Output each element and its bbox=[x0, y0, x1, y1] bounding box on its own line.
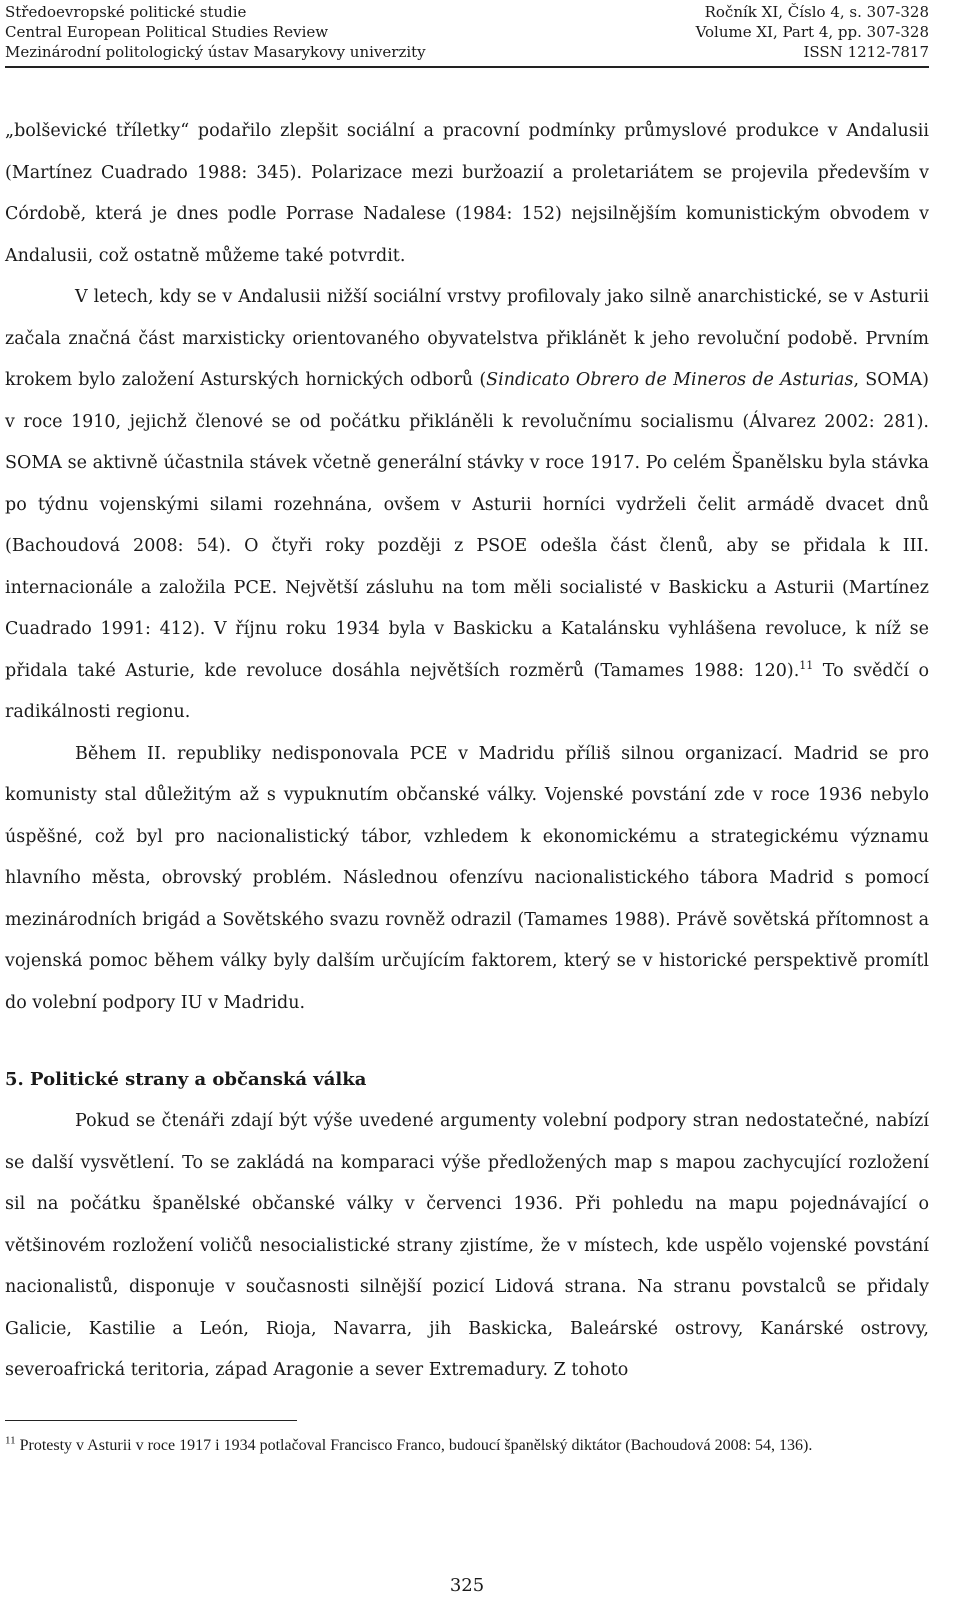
running-header bbox=[5, 2, 929, 68]
footnote-reference[interactable]: 11 bbox=[799, 658, 814, 672]
issue-info-en: Volume XI, Part 4, pp. 307-328 bbox=[695, 23, 929, 41]
paragraph-text: Během II. republiky nedisponovala PCE v Madridu příliš silnou organizací. Madrid se pro komunisty stal důležitým až s vypuknutím občanské války. Vojenské povstání zde v roce 1936 nebylo úspěšné, což byl pro nacionalistický tábor, vzhledem k ekonomickému a strategickému významu hlavního města, obrovský problém. Následnou ofenzívu nacionalistického tábora Madrid s pomocí mezinárodních brigád a Sovětského svazu rovněž odrazil (Tamames 1988). Právě sovětská přítomnost a vojenská pomoc během války byly dalším určujícím faktorem, který se v historické perspektivě promítl do volební podpory IU v Madridu. bbox=[5, 743, 929, 1013]
paragraph-text: „bolševické tříletky“ podařilo zlepšit sociální a pracovní podmínky průmyslové produkce v Andalusii (Martínez Cuadrado 1988: 345). Polarizace mezi buržoazií a proletariátem se projevila především v Córdobě, která je dnes podle Porrase Nadalese (1984: 152) nejsilnějším komunistickým obvodem v Andalusii, což ostatně můžeme také potvrdit. bbox=[5, 121, 929, 266]
body-text-lower bbox=[5, 1101, 929, 1392]
paragraph-text: To svědčí o radikálnosti regionu. bbox=[5, 660, 929, 722]
footnote bbox=[5, 1432, 929, 1460]
paragraph-civil-war bbox=[5, 1101, 929, 1392]
paragraph-continuation bbox=[5, 111, 929, 277]
footnote-separator bbox=[5, 1420, 297, 1421]
journal-title-en: Central European Political Studies Review bbox=[5, 23, 329, 41]
paragraph-text: , SOMA) v roce 1910, jejichž členové se od počátku přikláněli k revolučnímu socialismu (Álvarez 2002: 281). SOMA se aktivně účastnila stávek včetně generální stávky v roce 1917. Po celém Španělsku byla stávka po týdnu vojenskými silami rozehnána, ovšem v Asturii horníci vydrželi čelit armádě dvacet dnů (Bachoudová 2008: 54). O čtyři roky později z PSOE odešla část členů, aby se přidala k III. internacionále a založila PCE. Největší zásluhu na tom měli socialisté v Baskicku a Asturii (Martínez Cuadrado 1991: 412). V říjnu roku 1934 byla v Baskicku a Katalánsku vyhlášena revoluce, k níž se přidala také Asturie, kde revoluce dosáhla největších rozměrů (Tamames 1988: 120). bbox=[5, 370, 929, 681]
issn: ISSN 1212-7817 bbox=[803, 43, 929, 61]
paragraph-madrid bbox=[5, 734, 929, 1025]
footnote-number: 11 bbox=[5, 1434, 16, 1447]
body-text-upper bbox=[5, 111, 929, 1024]
footnote-text: Protesty v Asturii v roce 1917 i 1934 potlačoval Francisco Franco, budoucí španělský diktátor (Bachoudová 2008: 54, 136). bbox=[19, 1437, 813, 1454]
paragraph-asturia bbox=[5, 277, 929, 734]
paragraph-text: Pokud se čtenáři zdají být výše uvedené argumenty volební podpory stran nedostatečné, nabízí se další vysvětlení. To se zakládá na komparaci výše předložených map s mapou zachycující rozložení sil na počátku španělské občanské války v červenci 1936. Při pohledu na mapu pojednávající o většinovém rozložení voličů nesocialistické strany zjistíme, že v místech, kde uspělo vojenské povstání nacionalistů, disponuje v současnosti silnější pozicí Lidová strana. Na stranu povstalců se přidaly Galicie, Kastilie a León, Rioja, Navarra, jih Baskicka, Baleárské ostrovy, Kanárské ostrovy, severoafrická teritoria, západ Aragonie a sever Extremadury. Z tohoto bbox=[5, 1111, 929, 1380]
journal-title-cz: Středoevropské politické studie bbox=[5, 3, 247, 21]
section-heading: 5. Politické strany a občanská válka bbox=[5, 1069, 367, 1090]
issue-info-cz: Ročník XI, Číslo 4, s. 307-328 bbox=[704, 3, 929, 21]
italic-term: Sindicato Obrero de Mineros de Asturias bbox=[486, 370, 854, 390]
page-number: 325 bbox=[449, 1575, 485, 1596]
publisher-institute: Mezinárodní politologický ústav Masarykovy univerzity bbox=[5, 43, 426, 61]
paragraph-text: V letech, kdy se v Andalusii nižší sociální vrstvy profilovaly jako silně anarchistické, se v Asturii začala značná část marxisticky orientovaného obyvatelstva přiklánět k jeho revoluční podobě. Prvním krokem bylo založení Asturských hornických odborů ( bbox=[5, 287, 929, 390]
